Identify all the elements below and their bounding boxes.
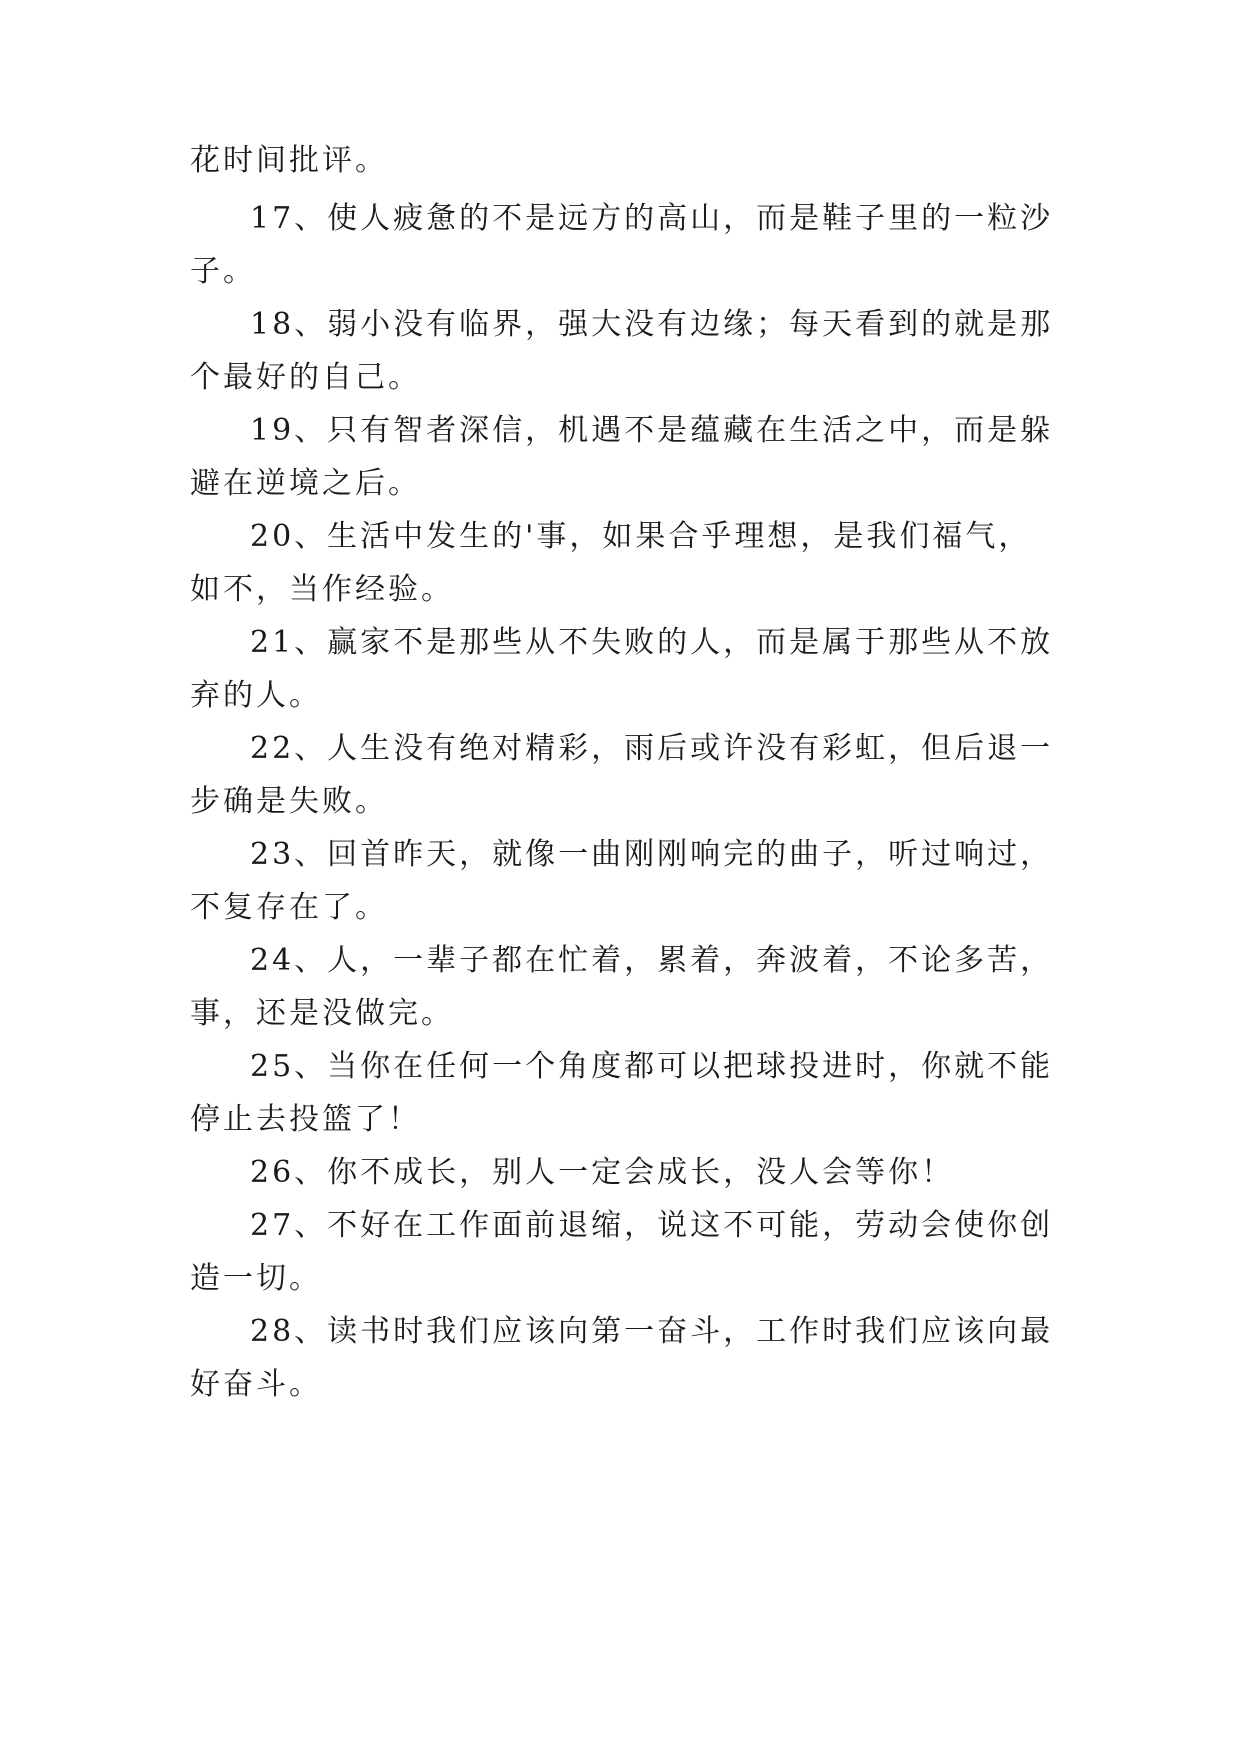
quote-22-line-2: 步确是失败。 — [190, 784, 388, 819]
quote-24-line-2: 事，还是没做完。 — [190, 996, 454, 1031]
quote-18-line-1: 18、弱小没有临界，强大没有边缘；每天看到的就是那 — [250, 307, 1054, 342]
quote-19-line-1: 19、只有智者深信，机遇不是蕴藏在生活之中，而是躲 — [250, 413, 1054, 448]
quote-26-line-1: 26、你不成长，别人一定会成长，没人会等你！ — [250, 1155, 955, 1190]
quote-17-line-1: 17、使人疲惫的不是远方的高山，而是鞋子里的一粒沙 — [250, 201, 1054, 236]
quote-23-line-2: 不复存在了。 — [190, 890, 388, 925]
quote-25-line-2: 停止去投篮了！ — [190, 1102, 421, 1137]
quote-17-line-2: 子。 — [190, 254, 256, 289]
quote-21-line-2: 弃的人。 — [190, 678, 322, 713]
quote-20-line-1: 20、生活中发生的'事，如果合乎理想，是我们福气， — [250, 519, 1032, 554]
quote-20-line-2: 如不，当作经验。 — [190, 572, 454, 607]
text-line: 花时间批评。 — [190, 143, 388, 178]
quote-28-line-2: 好奋斗。 — [190, 1367, 322, 1402]
quote-18-line-2: 个最好的自己。 — [190, 360, 421, 395]
quote-27-line-2: 造一切。 — [190, 1261, 322, 1296]
quote-28-line-1: 28、读书时我们应该向第一奋斗，工作时我们应该向最 — [250, 1314, 1054, 1349]
quote-19-line-2: 避在逆境之后。 — [190, 466, 421, 501]
quote-24-line-1: 24、人，一辈子都在忙着，累着，奔波着，不论多苦， — [250, 943, 1054, 978]
quote-23-line-1: 23、回首昨天，就像一曲刚刚响完的曲子，听过响过， — [250, 837, 1054, 872]
quote-25-line-1: 25、当你在任何一个角度都可以把球投进时，你就不能 — [250, 1049, 1054, 1084]
quote-21-line-1: 21、赢家不是那些从不失败的人，而是属于那些从不放 — [250, 625, 1054, 660]
quote-22-line-1: 22、人生没有绝对精彩，雨后或许没有彩虹，但后退一 — [250, 731, 1054, 766]
quote-27-line-1: 27、不好在工作面前退缩，说这不可能，劳动会使你创 — [250, 1208, 1054, 1243]
